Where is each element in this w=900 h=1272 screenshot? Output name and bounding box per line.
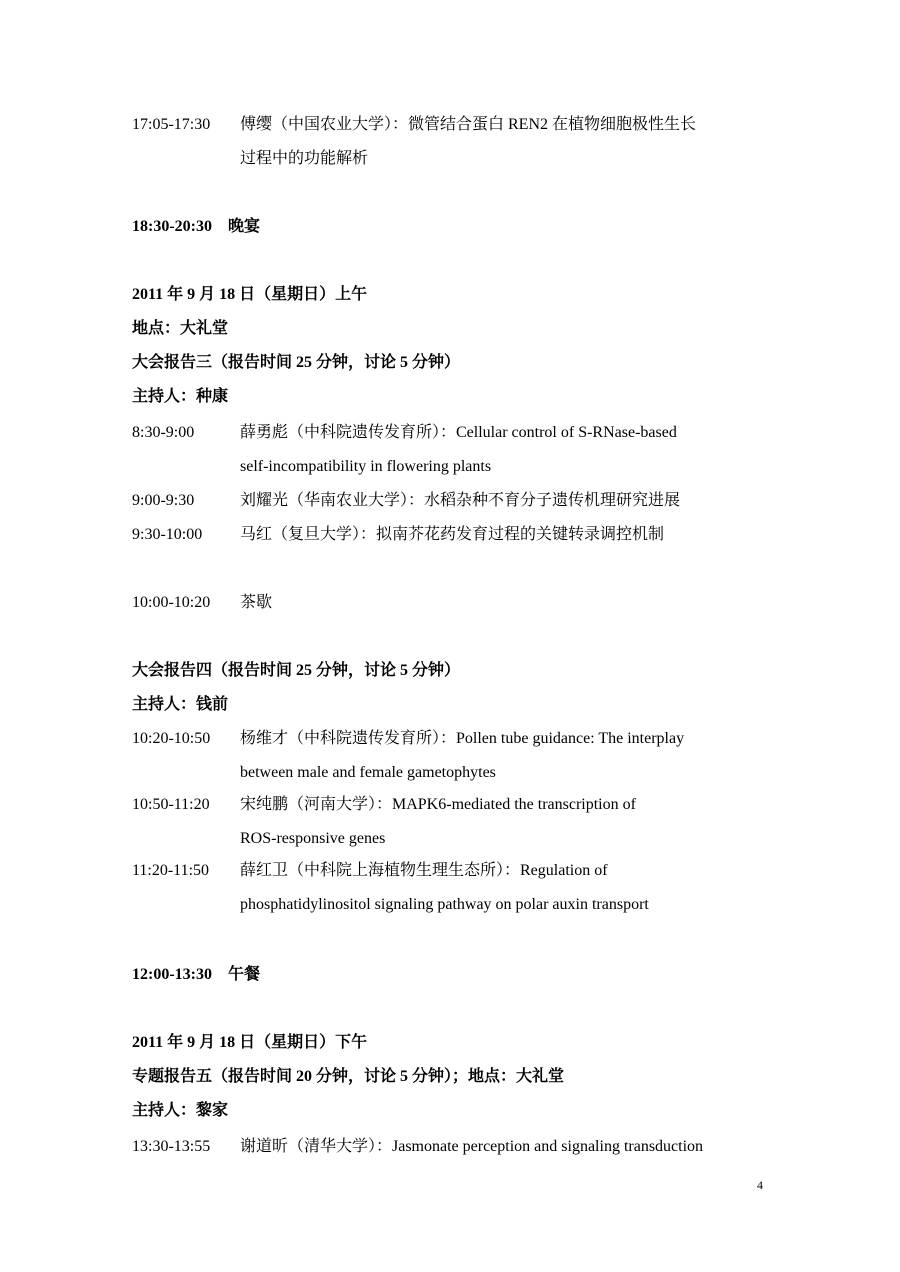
talk-description: 宋纯鹏（河南大学）：MAPK6-mediated the transcription of ROS-responsive genes — [240, 796, 636, 847]
time-slot: 10:50-11:20 — [132, 796, 210, 813]
session-title: 大会报告四（报告时间 25 分钟，讨论 5 分钟） — [132, 662, 461, 679]
time-slot: 17:05-17:30 — [132, 116, 211, 133]
time-slot: 9:00-9:30 — [132, 492, 195, 509]
session-host: 主持人：钱前 — [132, 696, 229, 713]
event-label: 茶歇 — [240, 594, 273, 611]
talk-description: 马红（复旦大学）：拟南芥花药发育过程的关键转录调控机制 — [240, 526, 665, 543]
time-slot: 18:30-20:30 — [132, 218, 212, 235]
talk-description: 薛勇彪（中科院遗传发育所）：Cellular control of S-RNase-based self-incompatibility in flowering plants — [240, 424, 677, 475]
page-number: 4 — [757, 1178, 763, 1192]
time-slot: 12:00-13:30 — [132, 966, 212, 983]
session-title: 大会报告三（报告时间 25 分钟，讨论 5 分钟） — [132, 354, 461, 371]
date-heading: 2011 年 9 月 18 日（星期日）下午 — [132, 1034, 368, 1051]
time-slot: 9:30-10:00 — [132, 526, 203, 543]
talk-description: 谢道昕（清华大学）：Jasmonate perception and signaling transduction — [240, 1138, 704, 1155]
event-label: 午餐 — [227, 966, 260, 983]
location: 地点：大礼堂 — [132, 320, 229, 337]
event-label: 晚宴 — [227, 218, 260, 235]
time-slot: 10:20-10:50 — [132, 730, 211, 747]
talk-description: 傅缨（中国农业大学）：微管结合蛋白 REN2 在植物细胞极性生长 过程中的功能解析 — [240, 116, 697, 167]
time-slot: 11:20-11:50 — [132, 862, 210, 879]
date-heading: 2011 年 9 月 18 日（星期日）上午 — [132, 286, 368, 303]
session-host: 主持人：种康 — [132, 388, 229, 405]
lunch-row — [132, 958, 260, 992]
time-slot: 13:30-13:55 — [132, 1138, 211, 1155]
talk-description: 薛红卫（中科院上海植物生理生态所）：Regulation of phosphatidylinositol signaling pathway on polar auxin transport — [240, 862, 649, 913]
session-title: 专题报告五（报告时间 20 分钟，讨论 5 分钟）；地点：大礼堂 — [132, 1068, 565, 1085]
time-slot: 10:00-10:20 — [132, 594, 211, 611]
time-slot: 8:30-9:00 — [132, 424, 195, 441]
session-host: 主持人：黎家 — [132, 1102, 229, 1119]
talk-description: 杨维才（中科院遗传发育所）：Pollen tube guidance: The interplay between male and female gametophytes — [240, 730, 685, 781]
dinner-row — [132, 210, 260, 244]
talk-description: 刘耀光（华南农业大学）：水稻杂种不育分子遗传机理研究进展 — [240, 492, 681, 509]
